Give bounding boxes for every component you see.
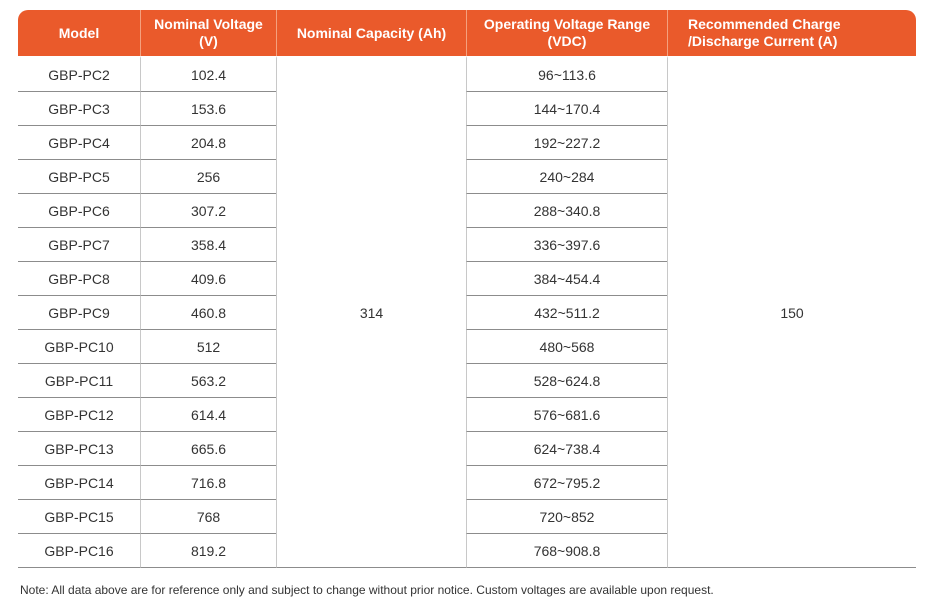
cell-operating-range: 528~624.8	[466, 364, 667, 398]
table-body	[18, 56, 916, 568]
cell-model: GBP-PC11	[18, 364, 140, 398]
spec-table	[18, 10, 916, 568]
cell-nominal-voltage: 512	[140, 330, 276, 364]
cell-charge-current: 150	[667, 56, 916, 568]
cell-model: GBP-PC16	[18, 534, 140, 568]
cell-nominal-voltage: 716.8	[140, 466, 276, 500]
cell-operating-range: 672~795.2	[466, 466, 667, 500]
cell-operating-range: 288~340.8	[466, 194, 667, 228]
cell-operating-range: 240~284	[466, 160, 667, 194]
cell-nominal-voltage: 460.8	[140, 296, 276, 330]
cell-nominal-voltage: 153.6	[140, 92, 276, 126]
cell-model: GBP-PC15	[18, 500, 140, 534]
header-nominal-capacity: Nominal Capacity (Ah)	[276, 10, 466, 56]
cell-nominal-voltage: 358.4	[140, 228, 276, 262]
cell-nominal-voltage: 307.2	[140, 194, 276, 228]
header-row	[18, 10, 916, 56]
table-row	[18, 56, 916, 92]
spec-sheet	[18, 10, 916, 568]
cell-nominal-voltage: 102.4	[140, 56, 276, 92]
cell-nominal-voltage: 819.2	[140, 534, 276, 568]
cell-operating-range: 720~852	[466, 500, 667, 534]
cell-model: GBP-PC7	[18, 228, 140, 262]
cell-nominal-voltage: 768	[140, 500, 276, 534]
cell-operating-range: 624~738.4	[466, 432, 667, 466]
cell-operating-range: 192~227.2	[466, 126, 667, 160]
cell-operating-range: 768~908.8	[466, 534, 667, 568]
cell-model: GBP-PC10	[18, 330, 140, 364]
cell-model: GBP-PC2	[18, 56, 140, 92]
cell-nominal-voltage: 204.8	[140, 126, 276, 160]
cell-model: GBP-PC9	[18, 296, 140, 330]
cell-model: GBP-PC5	[18, 160, 140, 194]
cell-nominal-capacity: 314	[276, 56, 466, 568]
cell-model: GBP-PC12	[18, 398, 140, 432]
cell-model: GBP-PC14	[18, 466, 140, 500]
cell-operating-range: 576~681.6	[466, 398, 667, 432]
footnote: Note: All data above are for reference only and subject to change without prior notice. Custom voltages are available upon request.	[20, 583, 714, 597]
cell-operating-range: 144~170.4	[466, 92, 667, 126]
header-charge-current-line2: /Discharge Current (A)	[688, 33, 838, 49]
header-charge-current	[667, 10, 916, 56]
cell-operating-range: 432~511.2	[466, 296, 667, 330]
cell-nominal-voltage: 256	[140, 160, 276, 194]
header-nominal-voltage: Nominal Voltage (V)	[140, 10, 276, 56]
cell-model: GBP-PC8	[18, 262, 140, 296]
cell-model: GBP-PC6	[18, 194, 140, 228]
header-charge-current-line1: Recommended Charge	[688, 16, 841, 32]
cell-operating-range: 384~454.4	[466, 262, 667, 296]
header-model: Model	[18, 10, 140, 56]
cell-nominal-voltage: 665.6	[140, 432, 276, 466]
cell-model: GBP-PC4	[18, 126, 140, 160]
header-operating-range: Operating Voltage Range (VDC)	[466, 10, 667, 56]
cell-model: GBP-PC13	[18, 432, 140, 466]
cell-operating-range: 480~568	[466, 330, 667, 364]
table-header	[18, 10, 916, 56]
cell-nominal-voltage: 409.6	[140, 262, 276, 296]
cell-model: GBP-PC3	[18, 92, 140, 126]
cell-operating-range: 96~113.6	[466, 56, 667, 92]
cell-operating-range: 336~397.6	[466, 228, 667, 262]
cell-nominal-voltage: 614.4	[140, 398, 276, 432]
cell-nominal-voltage: 563.2	[140, 364, 276, 398]
